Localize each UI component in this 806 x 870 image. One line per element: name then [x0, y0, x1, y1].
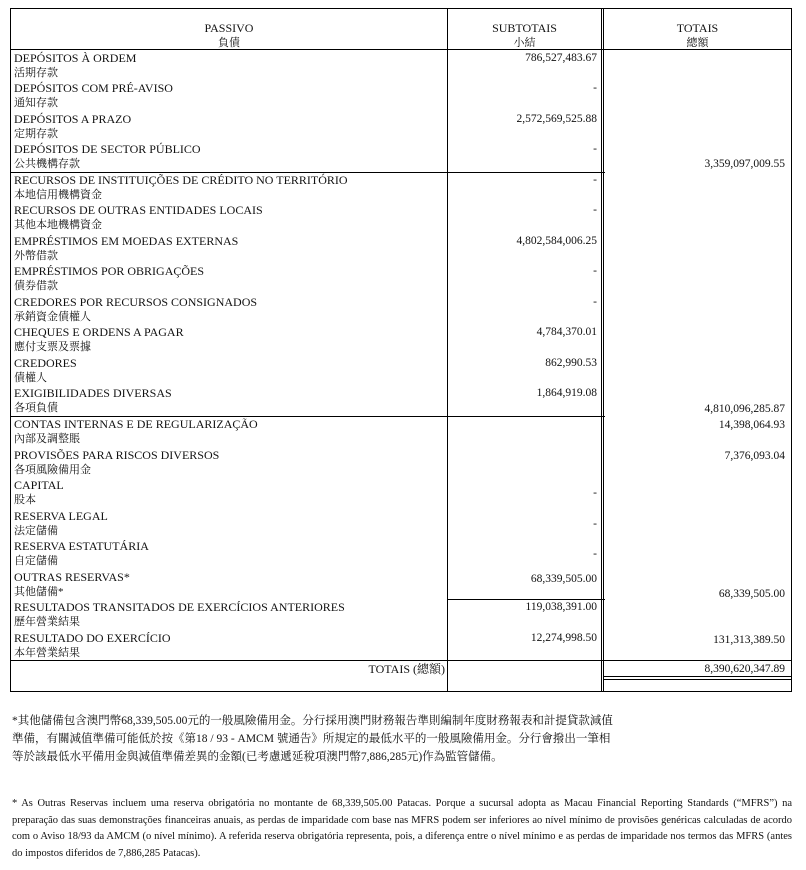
row-label-pt: RESULTADOS TRANSITADOS DE EXERCÍCIOS ANTERIORES — [14, 600, 345, 614]
row-label-pt: OUTRAS RESERVAS* — [14, 570, 130, 584]
total-resources: 4,810,096,285.87 — [704, 403, 785, 415]
table-row — [11, 112, 791, 143]
table-row — [11, 539, 791, 570]
table-row — [11, 631, 791, 662]
row-label-zh: 外幣借款 — [14, 250, 58, 262]
table-row — [11, 478, 791, 509]
total-deposits: 3,359,097,009.55 — [704, 158, 785, 170]
footnote-zh-line: 準備，有關減值準備可能低於按《第18 / 93 - AMCM 號通告》所規定的最低水平的一般風險備用金。分行會撥出一筆相 — [12, 733, 611, 745]
total-results: 131,313,389.50 — [713, 634, 785, 646]
row-label-pt: RESULTADO DO EXERCÍCIO — [14, 631, 171, 645]
row-label-zh: 債權人 — [14, 372, 47, 384]
header-rule — [11, 49, 791, 50]
row-label-pt: EMPRÉSTIMOS EM MOEDAS EXTERNAS — [14, 234, 239, 248]
row-label-pt: CREDORES — [14, 356, 77, 370]
row-subtotal: 1,864,919.08 — [536, 387, 597, 399]
row-subtotal: 862,990.53 — [545, 357, 597, 369]
row-subtotal: - — [593, 296, 597, 308]
header-totais: TOTAIS 總額 — [676, 21, 719, 49]
row-subtotal: - — [593, 174, 597, 186]
row-label-pt: EMPRÉSTIMOS POR OBRIGAÇÕES — [14, 264, 205, 278]
row-subtotal: - — [593, 548, 597, 560]
row-label-zh: 活期存款 — [14, 67, 58, 79]
row-subtotal: 4,802,584,006.25 — [516, 235, 597, 247]
total-reserves: 68,339,505.00 — [718, 588, 785, 600]
row-label-pt: CAPITAL — [14, 478, 64, 492]
row-label-pt: DEPÓSITOS A PRAZO — [14, 112, 132, 126]
row-label-pt: RECURSOS DE INSTITUIÇÕES DE CRÉDITO NO TERRITÓRIO — [14, 173, 348, 187]
row-label-pt: EXIGIBILIDADES DIVERSAS — [14, 386, 172, 400]
table-row — [11, 509, 791, 540]
footnote-chinese — [12, 712, 792, 766]
row-label-zh: 其他儲備* — [14, 586, 64, 598]
row-subtotal: - — [593, 82, 597, 94]
row-label-pt: CHEQUES E ORDENS A PAGAR — [14, 325, 184, 339]
row-label-zh: 內部及調整賬 — [14, 433, 80, 445]
row-label-zh: 各項負債 — [14, 402, 58, 414]
footnote-zh-line: *其他儲備包含澳門幣68,339,505.00元的一般風險備用金。分行採用澳門財務報告準則編制年度財務報表和計提貸款減值 — [12, 715, 613, 727]
table-row — [11, 417, 791, 448]
row-label-pt: DEPÓSITOS À ORDEM — [14, 51, 137, 65]
row-label-zh: 本地信用機構資金 — [14, 189, 102, 201]
table-row — [11, 386, 791, 417]
total-internal-accounts: 14,398,064.93 — [718, 419, 785, 431]
row-label-pt: DEPÓSITOS COM PRÉ-AVISO — [14, 81, 173, 95]
row-label-zh: 歷年營業結果 — [14, 616, 80, 628]
table-row — [11, 173, 791, 204]
row-label-zh: 定期存款 — [14, 128, 58, 140]
row-label-pt: PROVISÕES PARA RISCOS DIVERSOS — [14, 448, 220, 462]
table-row — [11, 448, 791, 479]
table-row — [11, 234, 791, 265]
table-row — [11, 142, 791, 173]
footnote-portuguese: * As Outras Reservas incluem uma reserva obrigatória no montante de 68,339,505.00 Patacas. Porque a sucursal adopta as Macau Financial Reporting Standards (“MFRS”) na preparação das suas demonstrações financeiras anuais, as perdas de imparidade com base nas MFRS podem ser inferiores ao nível mínimo de provisões genéricas calculadas de acordo com o Aviso 18/93 da AMCM (o nível mínimo). A referida reserva obrigatória representa, pois, a diferença entre o nível mínimo e as perdas de imparidade nos termos das MFRS (antes do impostos diferidos de 7,886,285 Patacas). — [12, 798, 792, 859]
table-row — [11, 203, 791, 234]
row-subtotal: - — [593, 487, 597, 499]
grand-total: 8,390,620,347.89 — [704, 663, 785, 675]
total-provisions: 7,376,093.04 — [724, 450, 785, 462]
table-row — [11, 264, 791, 295]
row-subtotal: - — [593, 143, 597, 155]
table-row — [11, 600, 791, 631]
row-subtotal: 2,572,569,525.88 — [516, 113, 597, 125]
row-label-zh: 本年營業結果 — [14, 647, 80, 659]
row-label-pt: RECURSOS DE OUTRAS ENTIDADES LOCAIS — [14, 203, 263, 217]
row-label-pt: CONTAS INTERNAS E DE REGULARIZAÇÃO — [14, 417, 258, 431]
row-subtotal: - — [593, 204, 597, 216]
table-row — [11, 356, 791, 387]
table-row — [11, 51, 791, 82]
row-label-zh: 其他本地機構資金 — [14, 219, 102, 231]
row-label-zh: 各項風險備用金 — [14, 464, 91, 476]
totals-label: TOTAIS (總額) — [368, 662, 445, 676]
table-row — [11, 81, 791, 112]
row-label-zh: 法定儲備 — [14, 525, 58, 537]
table-row — [11, 295, 791, 326]
row-subtotal: - — [593, 265, 597, 277]
row-label-pt: RESERVA LEGAL — [14, 509, 108, 523]
row-label-pt: DEPÓSITOS DE SECTOR PÚBLICO — [14, 142, 201, 156]
row-label-pt: RESERVA ESTATUTÁRIA — [14, 539, 149, 553]
footnote-zh-line: 等於該最低水平備用金與減值準備差異的金額(已考慮遞延稅項澳門幣7,886,285元)作為監管儲備。 — [12, 751, 503, 763]
row-label-zh: 公共機構存款 — [14, 158, 80, 170]
table-row — [11, 570, 791, 601]
header-passivo: PASSIVO 負債 — [204, 21, 254, 49]
row-label-zh: 股本 — [14, 494, 36, 506]
table-row — [11, 325, 791, 356]
liabilities-table — [10, 8, 792, 692]
row-label-zh: 通知存款 — [14, 97, 58, 109]
row-label-zh: 承銷資金債權人 — [14, 311, 91, 323]
row-subtotal: 4,784,370.01 — [536, 326, 597, 338]
row-subtotal: 68,339,505.00 — [530, 573, 597, 585]
row-subtotal: 12,274,998.50 — [530, 632, 597, 644]
row-label-zh: 債券借款 — [14, 280, 58, 292]
totals-rule — [603, 679, 791, 680]
header-subtotais: SUBTOTAIS 小結 — [492, 21, 557, 49]
row-label-pt: CREDORES POR RECURSOS CONSIGNADOS — [14, 295, 258, 309]
row-subtotal: - — [593, 518, 597, 530]
row-subtotal: 119,038,391.00 — [525, 601, 597, 613]
row-label-zh: 應付支票及票據 — [14, 341, 91, 353]
row-label-zh: 自定儲備 — [14, 555, 58, 567]
row-subtotal: 786,527,483.67 — [525, 52, 597, 64]
